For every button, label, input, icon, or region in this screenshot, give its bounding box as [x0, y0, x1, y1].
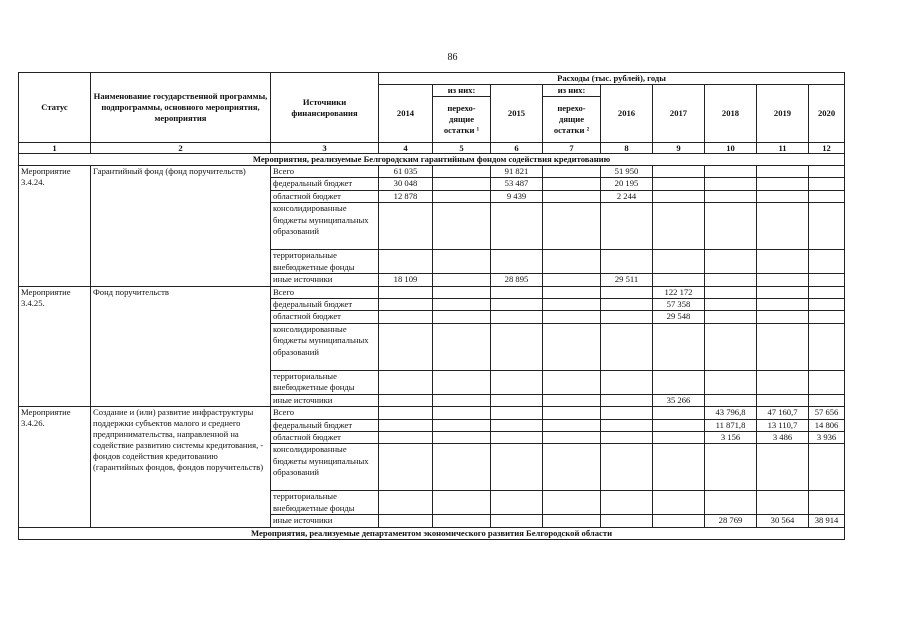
header-year-2020: 2020 — [809, 85, 845, 143]
table-row — [19, 166, 845, 178]
value-cell — [379, 370, 433, 394]
value-cell — [601, 286, 653, 298]
value-cell — [601, 491, 653, 515]
value-cell — [543, 250, 601, 274]
value-cell: 20 195 — [601, 178, 653, 190]
value-cell — [543, 323, 601, 370]
value-cell — [379, 323, 433, 370]
value-cell — [491, 407, 543, 419]
value-cell — [543, 178, 601, 190]
value-cell: 13 110,7 — [757, 419, 809, 431]
section-row — [19, 527, 845, 539]
value-cell — [543, 203, 601, 250]
value-cell — [653, 419, 705, 431]
value-cell — [379, 311, 433, 323]
value-cell — [543, 407, 601, 419]
section-title-2: Мероприятия, реализуемые департаментом экономического развития Белгородской области — [19, 527, 845, 539]
value-cell — [653, 515, 705, 527]
header-year-2019: 2019 — [757, 85, 809, 143]
value-cell — [653, 250, 705, 274]
value-cell — [433, 444, 491, 491]
value-cell — [433, 491, 491, 515]
value-cell — [543, 394, 601, 406]
value-cell — [757, 178, 809, 190]
value-cell — [809, 166, 845, 178]
value-cell — [653, 178, 705, 190]
value-cell — [543, 515, 601, 527]
value-cell — [757, 286, 809, 298]
value-cell: 57 656 — [809, 407, 845, 419]
value-cell — [433, 370, 491, 394]
value-cell — [757, 250, 809, 274]
value-cell — [601, 311, 653, 323]
value-cell: 12 878 — [379, 190, 433, 202]
value-cell — [809, 274, 845, 286]
value-cell — [543, 444, 601, 491]
header-carry-1: перехо-дящие остатки ¹ — [433, 97, 491, 143]
value-cell — [757, 311, 809, 323]
value-cell: 91 821 — [491, 166, 543, 178]
column-number: 2 — [91, 143, 271, 154]
value-cell — [601, 515, 653, 527]
value-cell — [379, 515, 433, 527]
column-number: 8 — [601, 143, 653, 154]
value-cell — [653, 491, 705, 515]
value-cell — [433, 432, 491, 444]
value-cell: 43 796,8 — [705, 407, 757, 419]
column-number: 4 — [379, 143, 433, 154]
value-cell: 3 486 — [757, 432, 809, 444]
value-cell — [653, 166, 705, 178]
value-cell — [601, 407, 653, 419]
source-cell: областной бюджет — [271, 311, 379, 323]
value-cell — [491, 250, 543, 274]
value-cell: 18 109 — [379, 274, 433, 286]
table-row — [19, 286, 845, 298]
section-row — [19, 154, 845, 166]
value-cell — [653, 323, 705, 370]
value-cell — [491, 515, 543, 527]
value-cell — [543, 166, 601, 178]
column-number: 3 — [271, 143, 379, 154]
expenses-table — [18, 72, 845, 540]
value-cell: 2 244 — [601, 190, 653, 202]
value-cell: 9 439 — [491, 190, 543, 202]
value-cell — [543, 311, 601, 323]
value-cell — [705, 323, 757, 370]
value-cell — [601, 432, 653, 444]
value-cell — [379, 250, 433, 274]
value-cell — [491, 432, 543, 444]
value-cell — [757, 370, 809, 394]
header-expenses: Расходы (тыс. рублей), годы — [379, 73, 845, 85]
column-number: 9 — [653, 143, 705, 154]
value-cell — [809, 323, 845, 370]
value-cell — [757, 299, 809, 311]
header-of-them-2: из них: — [543, 85, 601, 97]
value-cell — [653, 407, 705, 419]
status-cell: Мероприятие 3.4.26. — [19, 407, 91, 528]
value-cell — [379, 419, 433, 431]
value-cell — [653, 274, 705, 286]
value-cell — [491, 394, 543, 406]
value-cell — [379, 491, 433, 515]
value-cell — [433, 286, 491, 298]
source-cell: областной бюджет — [271, 432, 379, 444]
value-cell — [601, 250, 653, 274]
value-cell — [809, 190, 845, 202]
value-cell — [601, 299, 653, 311]
value-cell — [433, 394, 491, 406]
value-cell — [705, 444, 757, 491]
value-cell: 28 769 — [705, 515, 757, 527]
header-year-2018: 2018 — [705, 85, 757, 143]
table-row — [19, 407, 845, 419]
value-cell — [543, 274, 601, 286]
header-carry-2: перехо-дящие остатки ² — [543, 97, 601, 143]
value-cell — [705, 274, 757, 286]
header-name: Наименование государственной программы, подпрограммы, основного мероприятия, мероприятия — [91, 73, 271, 143]
column-number: 11 — [757, 143, 809, 154]
value-cell: 28 895 — [491, 274, 543, 286]
value-cell: 38 914 — [809, 515, 845, 527]
value-cell: 3 156 — [705, 432, 757, 444]
status-cell: Мероприятие 3.4.25. — [19, 286, 91, 407]
value-cell — [433, 274, 491, 286]
column-numbers-row — [19, 143, 845, 154]
source-cell: федеральный бюджет — [271, 419, 379, 431]
value-cell — [433, 203, 491, 250]
value-cell — [491, 286, 543, 298]
column-number: 1 — [19, 143, 91, 154]
value-cell — [379, 394, 433, 406]
value-cell — [379, 203, 433, 250]
value-cell — [653, 370, 705, 394]
value-cell — [809, 444, 845, 491]
value-cell — [379, 444, 433, 491]
value-cell — [705, 394, 757, 406]
value-cell — [705, 203, 757, 250]
value-cell: 11 871,8 — [705, 419, 757, 431]
column-number: 10 — [705, 143, 757, 154]
value-cell — [491, 444, 543, 491]
value-cell — [433, 166, 491, 178]
page-number: 86 — [447, 52, 458, 63]
value-cell — [705, 250, 757, 274]
value-cell — [491, 203, 543, 250]
column-number: 12 — [809, 143, 845, 154]
source-cell: федеральный бюджет — [271, 299, 379, 311]
source-cell: консолидированные бюджеты муниципальных образований — [271, 323, 379, 370]
value-cell — [491, 491, 543, 515]
value-cell — [705, 178, 757, 190]
section-title-1: Мероприятия, реализуемые Белгородским гарантийным фондом содействия кредитованию — [19, 154, 845, 166]
value-cell — [705, 166, 757, 178]
value-cell — [543, 370, 601, 394]
source-cell: Всего — [271, 286, 379, 298]
value-cell: 14 806 — [809, 419, 845, 431]
value-cell — [705, 311, 757, 323]
value-cell — [433, 311, 491, 323]
value-cell — [705, 286, 757, 298]
value-cell — [809, 311, 845, 323]
value-cell: 57 358 — [653, 299, 705, 311]
value-cell — [379, 286, 433, 298]
source-cell: иные источники — [271, 274, 379, 286]
value-cell — [433, 419, 491, 431]
source-cell: федеральный бюджет — [271, 178, 379, 190]
value-cell — [491, 299, 543, 311]
status-cell: Мероприятие 3.4.24. — [19, 166, 91, 287]
value-cell — [543, 190, 601, 202]
header-year-2014: 2014 — [379, 85, 433, 143]
value-cell — [543, 286, 601, 298]
value-cell — [601, 419, 653, 431]
source-cell: Всего — [271, 407, 379, 419]
source-cell: областной бюджет — [271, 190, 379, 202]
value-cell — [433, 299, 491, 311]
value-cell — [601, 444, 653, 491]
value-cell — [653, 203, 705, 250]
value-cell — [543, 299, 601, 311]
value-cell — [379, 407, 433, 419]
value-cell — [653, 444, 705, 491]
value-cell — [809, 286, 845, 298]
value-cell — [379, 299, 433, 311]
value-cell — [809, 491, 845, 515]
value-cell — [757, 323, 809, 370]
source-cell: территориальные внебюджетные фонды — [271, 370, 379, 394]
value-cell — [809, 250, 845, 274]
source-cell: территориальные внебюджетные фонды — [271, 491, 379, 515]
source-cell: Всего — [271, 166, 379, 178]
measure-name-cell: Фонд поручительств — [91, 286, 271, 407]
value-cell: 29 511 — [601, 274, 653, 286]
source-cell: иные источники — [271, 515, 379, 527]
value-cell: 30 564 — [757, 515, 809, 527]
header-of-them-1: из них: — [433, 85, 491, 97]
value-cell — [705, 370, 757, 394]
value-cell — [705, 491, 757, 515]
value-cell — [757, 166, 809, 178]
value-cell — [809, 299, 845, 311]
value-cell — [433, 407, 491, 419]
value-cell — [433, 323, 491, 370]
source-cell: территориальные внебюджетные фонды — [271, 250, 379, 274]
value-cell — [653, 190, 705, 202]
header-year-2015: 2015 — [491, 85, 543, 143]
column-number: 5 — [433, 143, 491, 154]
value-cell — [653, 432, 705, 444]
value-cell — [543, 419, 601, 431]
value-cell — [491, 370, 543, 394]
column-number: 6 — [491, 143, 543, 154]
value-cell — [757, 491, 809, 515]
value-cell — [705, 190, 757, 202]
value-cell — [601, 394, 653, 406]
value-cell: 30 048 — [379, 178, 433, 190]
source-cell: консолидированные бюджеты муниципальных образований — [271, 203, 379, 250]
value-cell — [757, 394, 809, 406]
value-cell — [433, 178, 491, 190]
value-cell: 122 172 — [653, 286, 705, 298]
value-cell: 61 035 — [379, 166, 433, 178]
value-cell — [379, 432, 433, 444]
column-number: 7 — [543, 143, 601, 154]
value-cell — [757, 190, 809, 202]
value-cell: 47 160,7 — [757, 407, 809, 419]
value-cell — [601, 203, 653, 250]
value-cell — [433, 250, 491, 274]
value-cell: 3 936 — [809, 432, 845, 444]
value-cell — [433, 515, 491, 527]
value-cell — [601, 370, 653, 394]
value-cell: 53 487 — [491, 178, 543, 190]
value-cell — [809, 178, 845, 190]
value-cell — [809, 370, 845, 394]
value-cell: 51 950 — [601, 166, 653, 178]
header-year-2017: 2017 — [653, 85, 705, 143]
value-cell — [757, 274, 809, 286]
value-cell — [433, 190, 491, 202]
value-cell: 35 266 — [653, 394, 705, 406]
measure-name-cell: Создание и (или) развитие инфраструктуры поддержки субъектов малого и среднего предпринимательства, направленной на содействие развитию системы кредитования, - фондов содействия кредитованию (гарантийных фондов, фондов поручительств) — [91, 407, 271, 528]
value-cell — [491, 419, 543, 431]
value-cell — [491, 323, 543, 370]
source-cell: консолидированные бюджеты муниципальных образований — [271, 444, 379, 491]
header-status: Статус — [19, 73, 91, 143]
header-sources: Источники финансирования — [271, 73, 379, 143]
header-year-2016: 2016 — [601, 85, 653, 143]
value-cell: 29 548 — [653, 311, 705, 323]
value-cell — [491, 311, 543, 323]
value-cell — [809, 394, 845, 406]
value-cell — [757, 203, 809, 250]
value-cell — [809, 203, 845, 250]
measure-name-cell: Гарантийный фонд (фонд поручительств) — [91, 166, 271, 287]
value-cell — [705, 299, 757, 311]
value-cell — [543, 432, 601, 444]
value-cell — [543, 491, 601, 515]
value-cell — [757, 444, 809, 491]
source-cell: иные источники — [271, 394, 379, 406]
value-cell — [601, 323, 653, 370]
